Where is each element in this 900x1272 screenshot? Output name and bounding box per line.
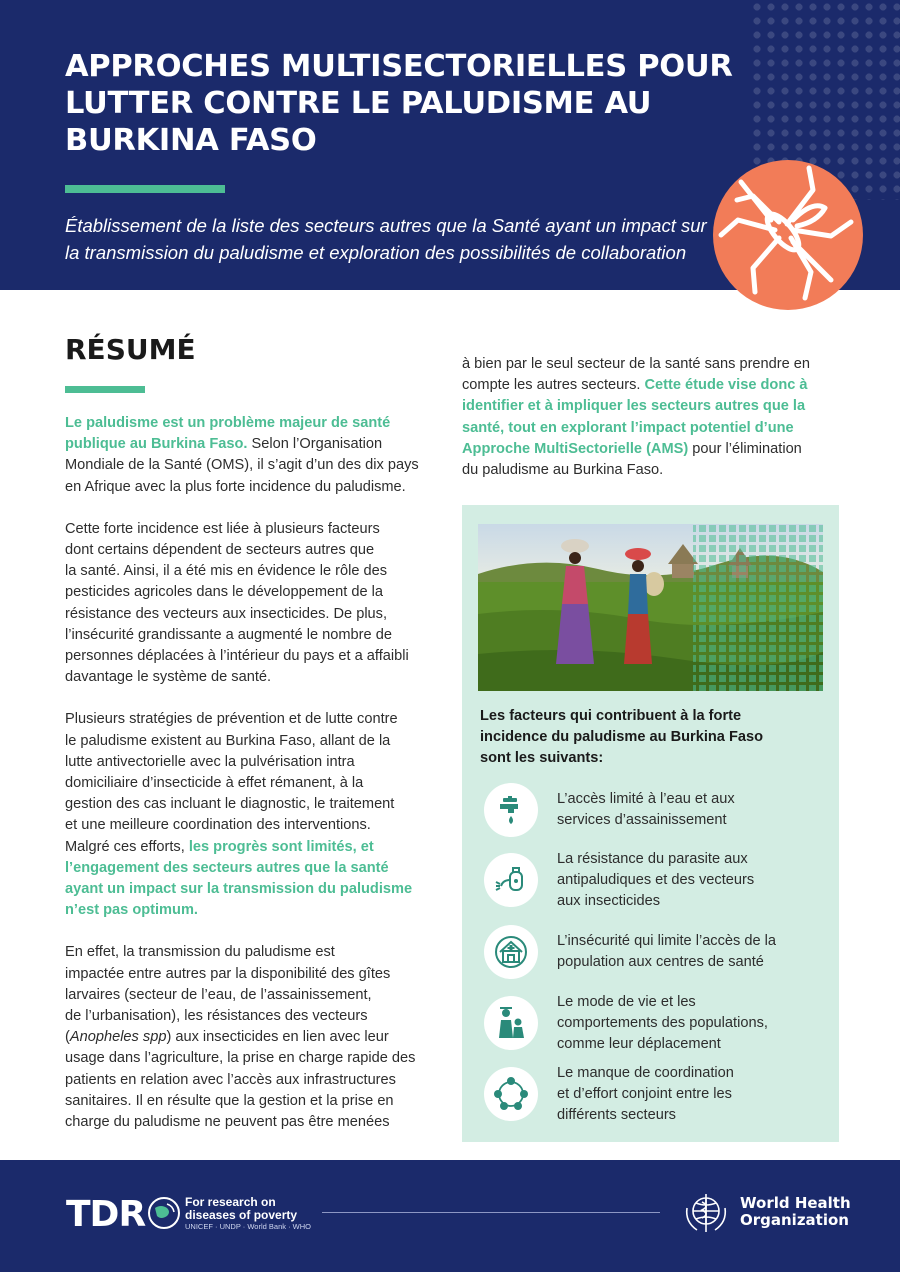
paragraph-transmission (65, 942, 435, 1133)
species-name: Anopheles spp (69, 1029, 167, 1046)
people-icon (484, 996, 538, 1050)
body-text: le paludisme existent au Burkina Faso, allant de la (65, 732, 391, 749)
globe-icon (147, 1196, 181, 1230)
highlight-text: Cette étude vise donc à (644, 377, 808, 394)
body-text: davantage le système de santé. (65, 669, 272, 686)
factor-text: Le mode de vie et les (557, 994, 696, 1010)
tdr-sponsors: UNICEF · UNDP · World Bank · WHO (185, 1222, 311, 1231)
body-text: lutte antivectorielle avec la pulvérisation intra (65, 753, 355, 770)
factor-text: Le manque de coordination (557, 1065, 734, 1081)
body-text: et une meilleure coordination des interventions. (65, 817, 371, 834)
title-line: APPROCHES MULTISECTORIELLES POUR (65, 49, 733, 84)
highlight-text: santé, tout en explorant l’impact potentiel d’une (462, 419, 794, 436)
body-text: domiciliaire d’insecticide à effet rémanent, à la (65, 775, 364, 792)
heading-line: incidence du paludisme au Burkina Faso (480, 729, 764, 746)
network-icon (484, 1067, 538, 1121)
body-text: l’insécurité grandissante a augmenté le nombre de (65, 626, 392, 643)
subtitle-line: la transmission du paludisme et exploration des possibilités de collaboration (65, 242, 687, 263)
factor-text: différents secteurs (557, 1107, 676, 1124)
health-center-icon (484, 925, 538, 979)
water-tap-icon (484, 783, 538, 837)
paragraph-intro (65, 413, 435, 498)
factor-text: et d’effort conjoint entre les (557, 1086, 732, 1103)
body-text: Selon l’Organisation (247, 436, 383, 453)
tagline-line: For research on (185, 1195, 276, 1209)
who-line: World Health (740, 1194, 851, 1212)
body-text: ( (65, 1029, 70, 1046)
left-column (65, 413, 435, 1154)
body-text: de l’urbanisation), les résistances des vecteurs (65, 1008, 368, 1025)
factor-text: services d’assainissement (557, 812, 727, 829)
factor-text: aux insecticides (557, 893, 661, 910)
sprayer-icon (484, 853, 538, 907)
title-line: BURKINA FASO (65, 123, 317, 158)
factors-heading (480, 706, 763, 770)
highlight-text: identifier et à impliquer les secteurs autres que la (462, 398, 806, 415)
body-text: pour l’élimination (688, 440, 802, 457)
tdr-logo (66, 1194, 145, 1235)
body-text: personnes déplacées à l’intérieur du pays et a affaibli (65, 648, 409, 665)
body-text: à bien par le seul secteur de la santé sans prendre en (462, 356, 811, 372)
body-text: pesticides agricoles dans le développement de la (65, 584, 384, 601)
paragraph-factors (65, 519, 435, 689)
footer-divider (322, 1212, 660, 1213)
highlight-text: ayant un impact sur la transmission du paludisme (65, 881, 413, 898)
subtitle-line: Établissement de la liste des secteurs autres que la Santé ayant un impact sur (65, 215, 707, 236)
tdr-wordmark: TDR (66, 1194, 146, 1235)
body-text: la santé. Ainsi, il a été mis en évidence le rôle des (65, 563, 388, 580)
tdr-tagline (185, 1196, 297, 1222)
factor-text: comme leur déplacement (557, 1036, 721, 1053)
factor-text: La résistance du parasite aux (557, 851, 748, 867)
highlight-text: Approche MultiSectorielle (AMS) (462, 440, 689, 457)
body-text: résistance des vecteurs aux insecticides. De plus, (65, 605, 388, 622)
highlight-text: l’engagement des secteurs autres que la santé (65, 859, 389, 876)
tagline-line: diseases of poverty (185, 1208, 298, 1222)
title-accent-bar (65, 185, 225, 193)
factor-text: antipaludiques et des vecteurs (557, 872, 755, 889)
body-text: ) aux insecticides en lien avec leur (166, 1029, 389, 1046)
who-wordmark (740, 1195, 851, 1229)
body-text: impactée entre autres par la disponibilité des gîtes (65, 965, 391, 982)
factor-text: population aux centres de santé (557, 954, 764, 971)
body-text: charge du paludisme ne peuvent pas être menées (65, 1114, 390, 1131)
body-text: sanitaires. Il en résulte que la gestion et la prise en (65, 1092, 394, 1109)
body-text: dont certains dépendent de secteurs autres que (65, 542, 375, 559)
highlight-text: publique au Burkina Faso. (65, 436, 248, 453)
paragraph-strategies (65, 709, 435, 921)
page-subtitle (65, 212, 705, 266)
highlight-text: n’est pas optimum. (65, 902, 198, 919)
body-text: larvaires (secteur de l’eau, de l’assainissement, (65, 986, 372, 1003)
mosquito-icon (713, 160, 863, 310)
right-column (462, 354, 842, 502)
factor-text: L’accès limité à l’eau et aux (557, 791, 735, 807)
heading-line: Les facteurs qui contribuent à la forte (480, 708, 742, 724)
body-text: en Afrique avec la plus forte incidence du paludisme. (65, 478, 406, 495)
body-text: compte les autres secteurs. (462, 377, 645, 394)
photo-women-carrying-basins (478, 524, 823, 691)
body-text: Plusieurs stratégies de prévention et de lutte contre (65, 711, 398, 728)
body-text: usage dans l’agriculture, la prise en charge rapide des (65, 1050, 416, 1067)
body-text: Cette forte incidence est liée à plusieurs facteurs (65, 520, 380, 537)
body-text: Mondiale de la Santé (OMS), il s’agit d’un des dix pays (65, 457, 419, 474)
paragraph-objective (462, 354, 842, 481)
who-line: Organization (740, 1211, 849, 1229)
body-text: gestion des cas incluant le diagnostic, le traitement (65, 796, 395, 813)
title-line: LUTTER CONTRE LE PALUDISME AU (65, 86, 652, 121)
heading-line: sont les suivants: (480, 750, 604, 767)
section-heading: RÉSUMÉ (65, 333, 196, 366)
section-accent-bar (65, 386, 145, 393)
highlight-text: Le paludisme est un problème majeur de santé (65, 415, 391, 431)
who-emblem-icon (681, 1188, 731, 1238)
body-text: du paludisme au Burkina Faso. (462, 462, 664, 479)
factor-text: L’insécurité qui limite l’accès de la (557, 933, 777, 949)
body-text: patients en relation avec l’accès aux infrastructures (65, 1071, 396, 1088)
factor-text: comportements des populations, (557, 1015, 768, 1032)
body-text: En effet, la transmission du paludisme est (65, 944, 335, 961)
body-text: Malgré ces efforts, (65, 838, 189, 855)
page-title (65, 48, 765, 159)
highlight-text: les progrès sont limités, et (188, 838, 374, 855)
